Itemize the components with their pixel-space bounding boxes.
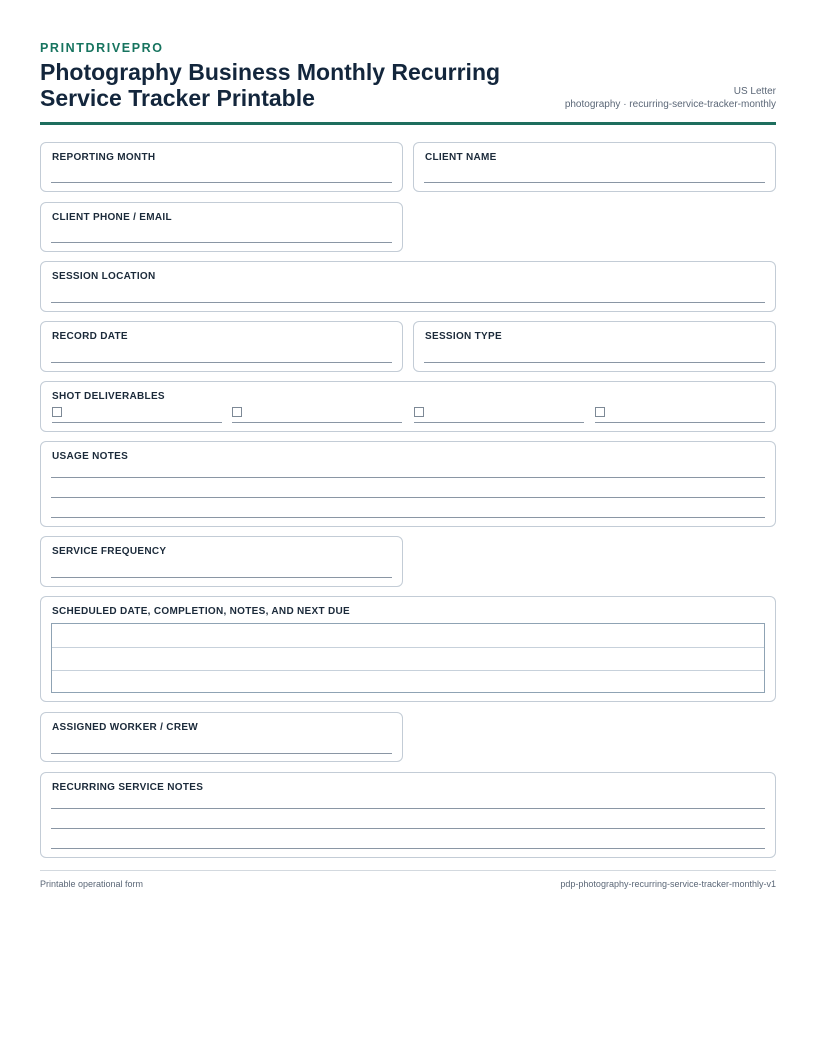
service-frequency-field[interactable] — [40, 536, 403, 587]
usage-notes-line[interactable] — [51, 517, 765, 518]
usage-notes-line[interactable] — [51, 477, 765, 478]
paper-size: US Letter — [733, 86, 776, 97]
session-type-label: SESSION TYPE — [425, 331, 502, 342]
brand-name: PRINTDRIVEPRO — [40, 41, 164, 55]
deliverable-checkbox[interactable] — [52, 407, 62, 417]
table-row[interactable] — [52, 647, 764, 648]
deliverable-item[interactable] — [414, 407, 584, 423]
deliverable-line[interactable] — [232, 422, 402, 423]
schedule-table-label: SCHEDULED DATE, COMPLETION, NOTES, AND NEXT DUE — [52, 606, 351, 617]
client-contact-label: CLIENT PHONE / EMAIL — [52, 212, 172, 223]
deliverable-line[interactable] — [52, 422, 222, 423]
schedule-table[interactable] — [51, 623, 765, 693]
assigned-worker-label: ASSIGNED WORKER / CREW — [52, 722, 199, 733]
recurring-notes-line[interactable] — [51, 848, 765, 849]
reporting-month-label: REPORTING MONTH — [52, 152, 156, 163]
deliverable-item[interactable] — [232, 407, 402, 423]
usage-notes-line[interactable] — [51, 497, 765, 498]
recurring-notes-line[interactable] — [51, 808, 765, 809]
shot-deliverables-label: SHOT DELIVERABLES — [52, 391, 165, 402]
page-title: Photography Business Monthly Recurring Service Tracker Printable — [40, 59, 501, 111]
deliverable-line[interactable] — [595, 422, 765, 423]
usage-notes-field[interactable] — [40, 441, 776, 527]
deliverable-checkbox[interactable] — [232, 407, 242, 417]
deliverable-checkbox[interactable] — [595, 407, 605, 417]
recurring-notes-field[interactable] — [40, 772, 776, 858]
footer-note: Printable operational form — [40, 879, 144, 889]
document-meta — [565, 85, 776, 111]
deliverable-item[interactable] — [595, 407, 765, 423]
document-tags: photography · recurring-service-tracker-monthly — [564, 99, 776, 110]
footer-divider — [40, 870, 776, 871]
reporting-month-line[interactable] — [51, 182, 392, 183]
shot-deliverables-field — [40, 381, 776, 432]
table-row[interactable] — [52, 670, 764, 671]
session-type-field[interactable] — [413, 321, 776, 372]
schedule-table-field — [40, 596, 776, 702]
header-divider — [40, 122, 776, 125]
client-name-line[interactable] — [424, 182, 765, 183]
recurring-notes-label: RECURRING SERVICE NOTES — [52, 782, 204, 793]
session-location-label: SESSION LOCATION — [52, 271, 156, 282]
session-type-line[interactable] — [424, 362, 765, 363]
client-contact-field[interactable] — [40, 202, 403, 252]
recurring-notes-line[interactable] — [51, 828, 765, 829]
service-frequency-line[interactable] — [51, 577, 392, 578]
deliverable-item[interactable] — [52, 407, 222, 423]
record-date-line[interactable] — [51, 362, 392, 363]
deliverable-line[interactable] — [414, 422, 584, 423]
client-name-field[interactable] — [413, 142, 776, 192]
footer-form-id: pdp-photography-recurring-service-tracker-monthly-v1 — [560, 879, 776, 889]
assigned-worker-field[interactable] — [40, 712, 403, 762]
client-contact-line[interactable] — [51, 242, 392, 243]
usage-notes-label: USAGE NOTES — [52, 451, 129, 462]
service-frequency-label: SERVICE FREQUENCY — [52, 546, 167, 557]
deliverable-checkbox[interactable] — [414, 407, 424, 417]
record-date-label: RECORD DATE — [52, 331, 128, 342]
session-location-field[interactable] — [40, 261, 776, 312]
reporting-month-field[interactable] — [40, 142, 403, 192]
assigned-worker-line[interactable] — [51, 753, 392, 754]
record-date-field[interactable] — [40, 321, 403, 372]
session-location-line[interactable] — [51, 302, 765, 303]
client-name-label: CLIENT NAME — [425, 152, 497, 163]
